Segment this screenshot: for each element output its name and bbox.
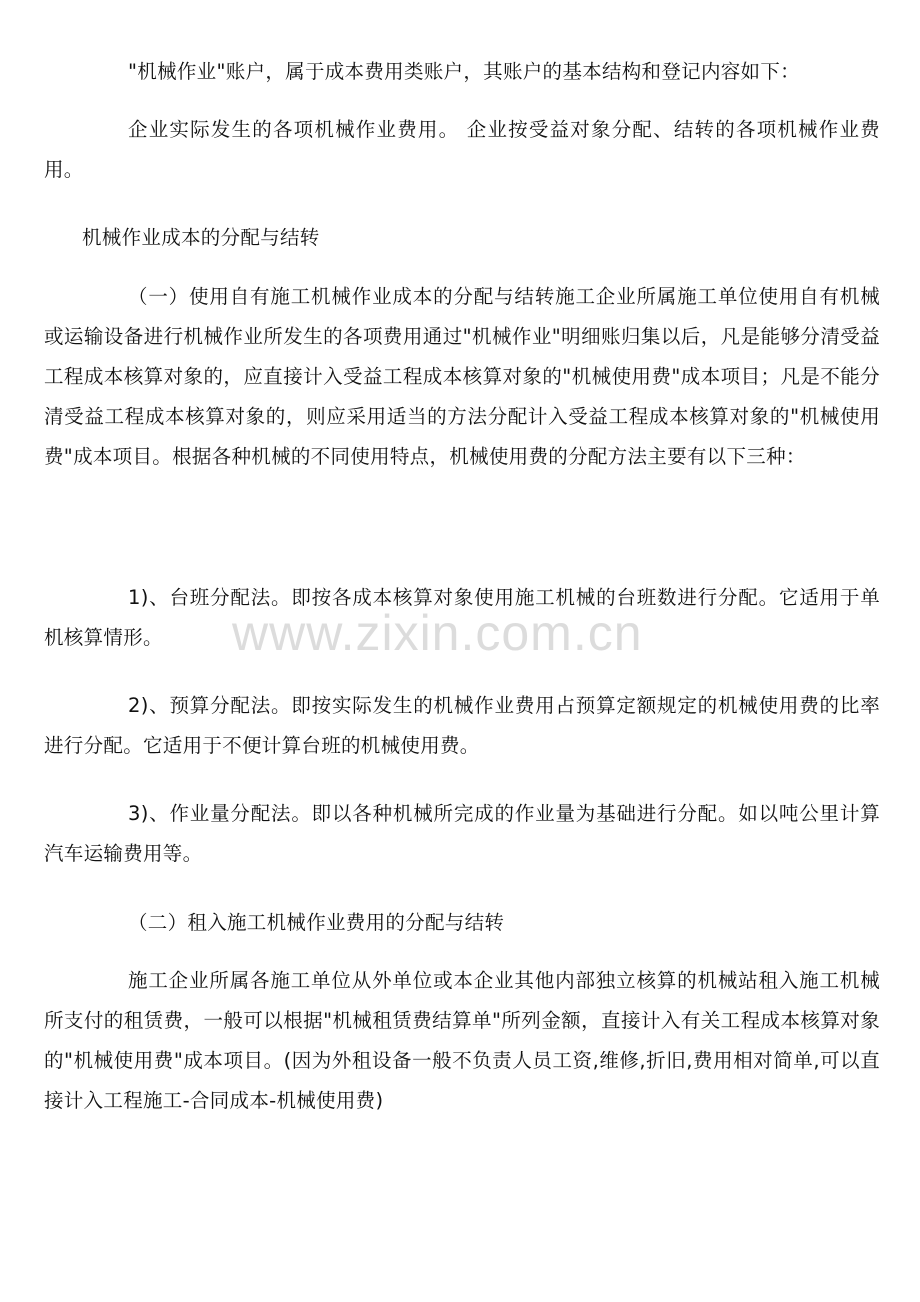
paragraph-account-intro: "机械作业"账户，属于成本费用类账户，其账户的基本结构和登记内容如下： — [128, 60, 800, 83]
list-item-method-2: 2)、预算分配法。即按实际发生的机械作业费用占预算定额规定的机械使用费的比率进行分配。它适用于不便计算台班的机械使用费。 — [44, 694, 880, 757]
section-heading-allocation: 机械作业成本的分配与结转 — [82, 226, 320, 249]
list-item-method-1: 1)、台班分配法。即按各成本核算对象使用施工机械的台班数进行分配。它适用于单机核算情形。 — [44, 586, 880, 649]
paragraph-owned-machinery: （一）使用自有施工机械作业成本的分配与结转施工企业所属施工单位使用自有机械或运输设备进行机械作业所发生的各项费用通过"机械作业"明细账归集以后，凡是能够分清受益工程成本核算对象的，应直接计入受益工程成本核算对象的"机械使用费"成本项目；凡是不能分清受益工程成本核算对象的，则应采用适当的方法分配计入受益工程成本核算对象的"机械使用费"成本项目。根据各种机械的不同使用特点，机械使用费的分配方法主要有以下三种： — [44, 285, 880, 468]
list-item-method-3: 3)、作业量分配法。即以各种机械所完成的作业量为基础进行分配。如以吨公里计算汽车运输费用等。 — [44, 802, 880, 865]
paragraph-leased-machinery: 施工企业所属各施工单位从外单位或本企业其他内部独立核算的机械站租入施工机械所支付的租赁费，一般可以根据"机械租赁费结算单"所列金额，直接计入有关工程成本核算对象的"机械使用费"成本项目。(因为外租设备一般不负责人员工资,维修,折旧,费用相对简单,可以直接计入工程施工-合同成本-机械使用费) — [44, 969, 880, 1112]
paragraph-debit-credit: 企业实际发生的各项机械作业费用。 企业按受益对象分配、结转的各项机械作业费用。 — [44, 118, 880, 181]
watermark-text: www.zixin.com.cn — [232, 605, 643, 661]
subsection-heading-leased: （二）租入施工机械作业费用的分配与结转 — [128, 911, 505, 934]
